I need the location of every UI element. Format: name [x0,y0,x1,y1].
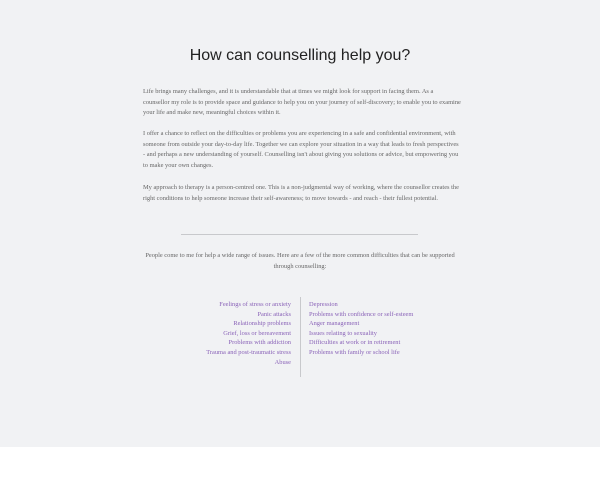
issue-item: Difficulties at work or in retirement [309,339,401,347]
issue-item: Panic attacks [257,310,291,318]
issues-list-right [309,300,459,358]
intro-paragraph-3: My approach to therapy is a person-centred one. This is a non-judgmental way of working, where the counsellor creates the right conditions to help someone increase their self-awareness; to move towards - and reach - their fullest potential. [143,184,459,202]
issue-item: Issues relating to sexuality [309,329,377,337]
issues-list-left [150,300,291,367]
issue-item: Trauma and post-traumatic stress [206,348,291,356]
issue-item: Problems with confidence or self-esteem [309,310,414,318]
section-divider [181,234,418,235]
issue-item: Abuse [274,358,291,366]
issue-item: Depression [309,301,338,308]
issue-item: Feelings of stress or anxiety [219,301,291,308]
issue-item: Problems with addiction [228,339,291,347]
page-title: How can counselling help you? [189,47,411,64]
issue-item: Anger management [309,320,360,328]
column-divider [300,297,301,377]
issue-item: Problems with family or school life [309,348,400,356]
issues-intro: People come to me for help a wide range of issues. Here are a few of the more common difficulties that can be supported through counselling: [145,252,455,270]
issue-item: Relationship problems [233,320,291,328]
intro-paragraph-2: I offer a chance to reflect on the difficulties or problems you are experiencing in a safe and confidential environment, with someone from outside your day-to-day life. Together we can explore your situation in a way that leads to fresh perspectives - and perhaps a new understanding of yourself. Counselling isn't about giving you solutions or advice, but empowering you to make your own changes. [143,130,459,169]
intro-paragraph-1: Life brings many challenges, and it is understandable that at times we might look for support in facing them. As a counsellor my role is to provide space and guidance to help you on your journey of self-discovery; to enable you to examine your life and make new, meaningful choices within it. [143,88,461,117]
issue-item: Grief, loss or bereavement [223,329,291,337]
